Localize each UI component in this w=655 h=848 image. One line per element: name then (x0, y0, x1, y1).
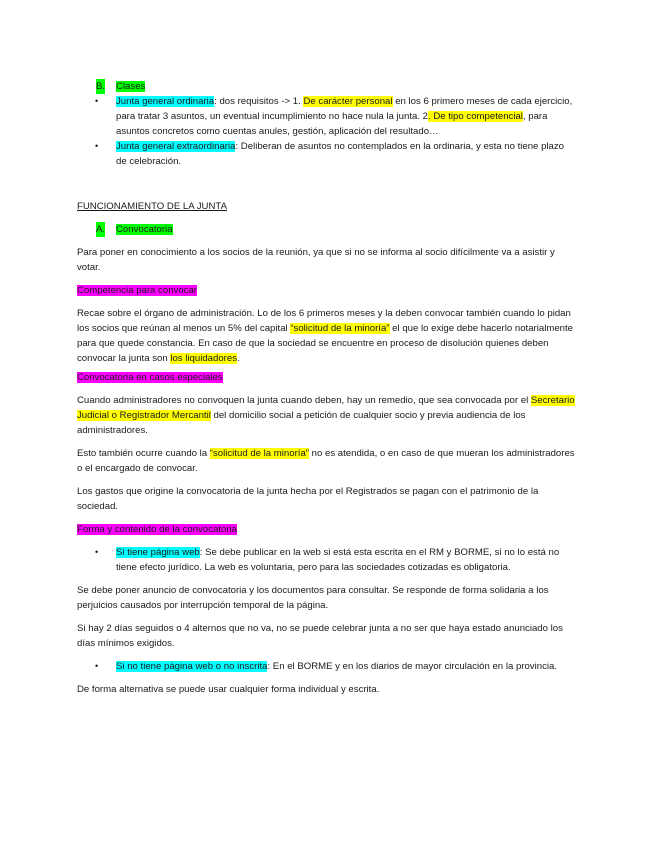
clases-number: B. (96, 81, 106, 92)
text: el que lo exige debe hacerlo notarialmente para que quede constancia. En caso de que la sociedad se encuentre en proceso de disolución quienes deben convocar la junta son (77, 323, 573, 364)
forma-paragraph-2: Si hay 2 días seguidos o 4 alternos que no va, no se puede celebrar junta a no ser que haya estado anunciado los días mínimos exigidos. (77, 623, 563, 649)
highlight-tipo-competencial: . De tipo competencial (428, 111, 523, 122)
document-page (77, 79, 577, 697)
convocatoria-heading (77, 222, 577, 237)
highlight-caracter-personal: De carácter personal (303, 96, 393, 107)
text: Esto también ocurre cuando la (77, 448, 210, 459)
forma-paragraph-1: Se debe poner anuncio de convocatoria y los documentos para consultar. Se responde de forma solidaria a los perjuicios causados por interrupción temporal de la página. (77, 585, 549, 611)
highlight-solicitud-minoria-2: “solicitud de la minoría” (209, 448, 309, 459)
text: Recae sobre el órgano de administración. Lo de los 6 primeros meses y la deben convocar también cuando lo pidan los socios que reúnan al menos un 5% del capital (77, 308, 571, 334)
convocatoria-number: A. (96, 224, 106, 235)
competencia-heading (77, 283, 577, 298)
especiales-paragraph-2 (77, 446, 577, 476)
especiales-paragraph-3: Los gastos que origine la convocatoria de la junta hecha por el Registrados se pagan con el patrimonio de la sociedad. (77, 486, 539, 512)
term-no-tiene-web: Si no tiene página web o no inscrita (116, 661, 268, 672)
text: : En el BORME y en los diarios de mayor circulación en la provincia. (267, 661, 558, 672)
clases-heading (77, 79, 577, 94)
text: en los 6 primero meses de cada ejercicio, para tratar 3 asuntos, un eventual incumplimiento no hace nula la junta. 2 (116, 96, 573, 122)
highlight-solicitud-minoria: “solicitud de la minoría” (290, 323, 390, 334)
text: : dos requisitos -> 1. (214, 96, 304, 107)
heading-text: Forma y contenido de la convocatoria (77, 524, 237, 535)
bullet-dot: • (95, 141, 99, 151)
bullet-dot: • (95, 661, 99, 671)
heading-text: Competencia para convocar (77, 285, 197, 296)
highlight-secretario-registrador: Secretario Judicial o Registrador Mercantil (77, 395, 575, 421)
bullet-junta-extraordinaria (77, 139, 577, 169)
text: Cuando administradores no convoquen la junta cuando deben, hay un remedio, que sea convocada por el (77, 395, 531, 406)
convocatoria-intro: Para poner en conocimiento a los socios de la reunión, ya que si no se informa al socio difícilmente va a asistir y votar. (77, 247, 555, 273)
especiales-paragraph-1 (77, 393, 577, 438)
text: no es atendida, o en caso de que mueran los administradores o el encargado de convocar. (77, 448, 575, 474)
text: : Deliberan de asuntos no contemplados en la ordinaria, y esta no tiene plazo de celebración. (116, 141, 564, 167)
term-si-tiene-web: Si tiene página web (116, 547, 200, 558)
text: : Se debe publicar en la web si está esta escrita en el RM y BORME, si no lo está no tiene efecto jurídico. La web es voluntaria, pero para las sociedades cotizadas es obligatoria. (116, 547, 560, 573)
highlight-liquidadores: los liquidadores (170, 353, 238, 364)
clases-label: Clases (116, 81, 146, 92)
section-title: FUNCIONAMIENTO DE LA JUNTA (77, 201, 227, 212)
bullet-dot: • (95, 96, 99, 106)
bullet-dot: • (95, 547, 99, 557)
term-junta-extraordinaria: Junta general extraordinaria (116, 141, 236, 152)
text: del domicilio social a petición de cualquier socio y previa audiencia de los administradores. (77, 410, 526, 436)
forma-heading (77, 522, 577, 537)
especiales-heading (77, 370, 577, 385)
competencia-paragraph (77, 306, 577, 366)
bullet-junta-ordinaria (77, 94, 577, 139)
term-junta-ordinaria: Junta general ordinaria (116, 96, 215, 107)
bullet-sin-pagina-web (77, 659, 577, 674)
convocatoria-label: Convocatoria (116, 224, 173, 235)
bullet-pagina-web (77, 545, 577, 575)
text: , para asuntos concretos como cuentas anules, gestión, aplicación del resultado… (116, 111, 548, 137)
text: . (237, 353, 240, 364)
forma-paragraph-3: De forma alternativa se puede usar cualquier forma individual y escrita. (77, 684, 380, 695)
heading-text: Convocatoria en casos especiales (77, 372, 223, 383)
